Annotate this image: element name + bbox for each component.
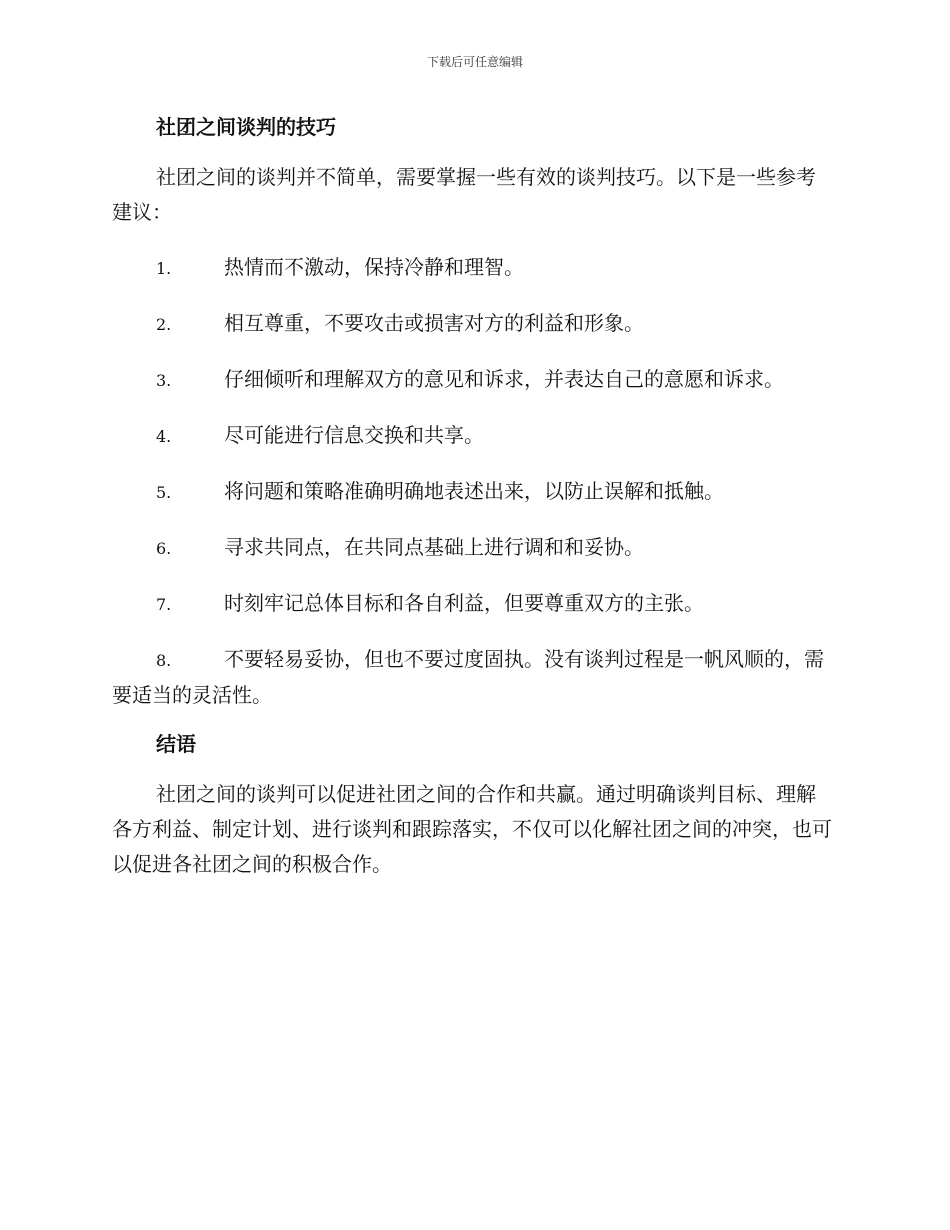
list-item-text: 寻求共同点，在共同点基础上进行调和和妥协。 bbox=[224, 535, 644, 559]
list-item-text: 热情而不激动，保持冷静和理智。 bbox=[224, 255, 524, 279]
list-item-number: 6. bbox=[156, 539, 172, 558]
list-item-number: 7. bbox=[156, 595, 172, 614]
list-item-text: 仔细倾听和理解双方的意见和诉求，并表达自己的意愿和诉求。 bbox=[224, 367, 784, 391]
list-item bbox=[112, 642, 834, 713]
list-item-number: 1. bbox=[156, 259, 172, 278]
document-body bbox=[112, 110, 834, 882]
list-item-number: 3. bbox=[156, 371, 172, 390]
list-item-number: 8. bbox=[156, 651, 172, 670]
list-item bbox=[112, 306, 834, 342]
section-title-tips: 社团之间谈判的技巧 bbox=[156, 115, 336, 139]
list-item bbox=[112, 362, 834, 398]
list-item bbox=[112, 586, 834, 622]
list-item-text: 将问题和策略准确明确地表述出来，以防止误解和抵触。 bbox=[224, 479, 724, 503]
page-header: 下载后可任意编辑 bbox=[426, 55, 523, 69]
list-item-text: 相互尊重，不要攻击或损害对方的利益和形象。 bbox=[224, 311, 644, 335]
list-item bbox=[112, 474, 834, 510]
list-item-number: 5. bbox=[156, 483, 172, 502]
list-item bbox=[112, 418, 834, 454]
list-item bbox=[112, 530, 834, 566]
tips-list bbox=[112, 250, 834, 713]
list-item-text: 尽可能进行信息交换和共享。 bbox=[224, 423, 484, 447]
list-item-text: 时刻牢记总体目标和各自利益，但要尊重双方的主张。 bbox=[224, 591, 704, 615]
list-item bbox=[112, 250, 834, 286]
list-item-number: 4. bbox=[156, 427, 172, 446]
section-title-conclusion: 结语 bbox=[156, 732, 196, 756]
intro-paragraph: 社团之间的谈判并不简单，需要掌握一些有效的谈判技巧。以下是一些参考建议： bbox=[112, 165, 816, 224]
conclusion-paragraph: 社团之间的谈判可以促进社团之间的合作和共赢。通过明确谈判目标、理解各方利益、制定计划、进行谈判和跟踪落实，不仅可以化解社团之间的冲突，也可以促进各社团之间的积极合作。 bbox=[112, 782, 832, 876]
list-item-text: 不要轻易妥协，但也不要过度固执。没有谈判过程是一帆风顺的，需要适当的灵活性。 bbox=[112, 647, 824, 707]
list-item-number: 2. bbox=[156, 315, 172, 334]
